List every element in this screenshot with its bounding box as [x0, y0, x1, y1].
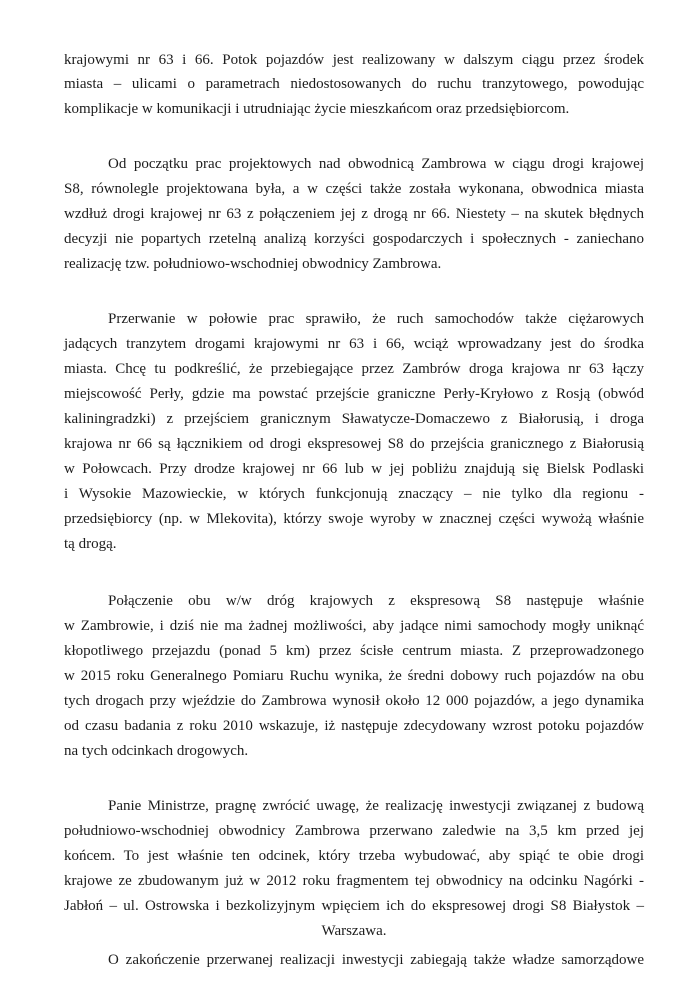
paragraph-1-line-3: komplikacje w komunikacji i utrudniając życie mieszkańcom oraz przedsiębiorcom. — [64, 101, 570, 117]
paragraph-2-line-4: decyzji nie popartych rzetelną analizą korzyści gospodarczych i społecznych - zaniechano — [64, 231, 644, 247]
paragraph-3-line-10: tą drogą. — [64, 536, 117, 552]
paragraph-5-line-1: Panie Ministrze, pragnę zwrócić uwagę, że realizację inwestycji związanej z budową — [108, 798, 644, 814]
paragraph-3-line-2: jadących tranzytem drogami krajowymi nr 63 i 66, wciąż wprowadzany jest do środka — [64, 336, 644, 352]
paragraph-2-line-2: S8, równolegle projektowana była, a w części także została wykonana, obwodnica miasta — [64, 181, 644, 197]
paragraph-4-line-2: w Zambrowie, i dziś nie ma żadnej możliwości, aby jadące nimi samochody mogły uniknąć — [64, 618, 644, 634]
paragraph-3-line-4: miejscowość Perły, gdzie ma powstać przejście graniczne Perły-Kryłowo z Rosją (obwód — [64, 386, 644, 402]
paragraph-5-line-6: Warszawa. — [321, 923, 387, 939]
paragraph-3-line-5: kaliningradzki) z przejściem granicznym Sławatycze-Domaczewo z Białorusią, i droga — [64, 411, 644, 427]
paragraph-3-line-3: miasta. Chcę tu podkreślić, że przebiegające przez Zambrów droga krajowa nr 63 łączy — [64, 361, 644, 377]
paragraph-3-line-7: w Połowcach. Przy drodze krajowej nr 66 lub w jej pobliżu znajdują się Bielsk Podlaski — [64, 461, 644, 477]
paragraph-5-line-2: południowo-wschodniej obwodnicy Zambrowa przerwano zaledwie na 3,5 km przed jej — [64, 823, 644, 839]
paragraph-3-line-8: i Wysokie Mazowieckie, w których funkcjonują znaczący – nie tylko dla regionu - — [64, 486, 644, 502]
paragraph-4-line-1: Połączenie obu w/w dróg krajowych z ekspresową S8 następuje właśnie — [108, 593, 644, 609]
paragraph-5-line-5: Jabłoń – ul. Ostrowska i bezkolizyjnym wpięciem ich do ekspresowej drogi S8 Białystok – — [64, 898, 644, 914]
paragraph-4-line-4: w 2015 roku Generalnego Pomiaru Ruchu wynika, że średni dobowy ruch pojazdów na obu — [64, 668, 644, 684]
paragraph-3-line-6: krajowa nr 66 są łącznikiem od drogi ekspresowej S8 do przejścia granicznego z Białorusią — [64, 436, 644, 452]
paragraph-3-line-1: Przerwanie w połowie prac sprawiło, że ruch samochodów także ciężarowych — [108, 311, 644, 327]
paragraph-4-line-6: od czasu badania z roku 2010 wskazuje, iż następuje zdecydowany wzrost potoku pojazdów — [64, 718, 644, 734]
paragraph-4-line-3: kłopotliwego przejazdu (ponad 5 km) przez ścisłe centrum miasta. Z przeprowadzonego — [64, 643, 644, 659]
paragraph-2-line-1: Od początku prac projektowych nad obwodnicą Zambrowa w ciągu drogi krajowej — [108, 156, 644, 172]
paragraph-3-line-9: przedsiębiorcy (np. w Mlekovita), którzy swoje wyroby w znacznej części wywożą właśnie — [64, 511, 644, 527]
paragraph-4-line-7: na tych odcinkach drogowych. — [64, 743, 249, 759]
paragraph-1-line-1: krajowymi nr 63 i 66. Potok pojazdów jest realizowany w dalszym ciągu przez środek — [64, 52, 644, 68]
paragraph-2-line-5: realizację tzw. południowo-wschodniej obwodnicy Zambrowa. — [64, 256, 442, 272]
paragraph-6-line-1: O zakończenie przerwanej realizacji inwestycji zabiegają także władze samorządowe — [108, 952, 644, 968]
paragraph-1-line-2: miasta – ulicami o parametrach niedostosowanych do ruchu tranzytowego, powodując — [64, 76, 644, 92]
paragraph-2-line-3: wzdłuż drogi krajowej nr 63 z połączeniem jej z drogą nr 66. Niestety – na skutek błędnych — [64, 206, 644, 222]
paragraph-4-line-5: tych drogach przy wjeździe do Zambrowa wynosił około 12 000 pojazdów, a jego dynamika — [64, 693, 644, 709]
paragraph-5-line-4: krajowe ze zbudowanym już w 2012 roku fragmentem tej obwodnicy na odcinku Nagórki - — [64, 873, 644, 889]
paragraph-5-line-3: końcem. To jest właśnie ten odcinek, który trzeba wybudować, aby spiąć te obie drogi — [64, 848, 644, 864]
